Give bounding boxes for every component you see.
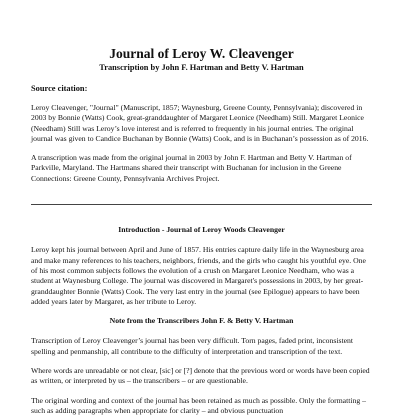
transcribers-note-heading: Note from the Transcribers John F. & Betty V. Hartman xyxy=(109,316,294,326)
source-paragraph: Leroy Cleavenger, "Journal" (Manuscript, 1857; Waynesburg, Greene County, Pennsylvania); discovered in 2003 by Bonnie (Watts) Cook, great-granddaughter of Margaret Leonice (Needham) Still. Margaret Leonice (Needham) Still was Leroy’s love interest and is referred to frequently in his journal entries. The original journal was given to Candice Buchanan by Bonnie (Watts) Cook, and is in Buchanan’s possession as of 2016. xyxy=(31,103,369,143)
introduction-heading: Introduction - Journal of Leroy Woods Cleavenger xyxy=(118,225,285,235)
introduction-paragraph: Leroy kept his journal between April and June of 1857. His entries capture daily life in the Waynesburg area and make many references to his teachers, neighbors, friends, and the girls who caught his youthful eye. One of his most common subjects follows the evolution of a crush on Margaret Leonice Needham, who was a student at Waynesburg College. The journal was discovered in Margaret's possessions in 2003, by her great-granddaughter Bonnie (Watts) Cook. The very last entry in the journal (see Epilogue) appears to have been added years later by Margaret, as her tribute to Leroy. xyxy=(31,245,366,306)
document-subtitle: Transcription by John F. Hartman and Betty V. Hartman xyxy=(99,63,304,72)
note-paragraph: The original wording and context of the journal has been retained as much as possible. Only the formatting – such as adding paragraphs when appropriate for clarity – and obvious punctuation xyxy=(31,395,366,415)
source-citation-label: Source citation: xyxy=(31,84,88,93)
section-divider xyxy=(31,204,372,205)
note-paragraph: Where words are unreadable or not clear, [sic] or [?] denote that the previous word or words have been copied as written, or interpreted by us – the transcribers – or are questionable. xyxy=(31,366,370,386)
note-paragraph: Transcription of Leroy Cleavenger’s journal has been very difficult. Torn pages, faded print, inconsistent spelling and penmanship, all contribute to the difficulty of interpretation and transcription of the text. xyxy=(31,336,353,356)
source-paragraph: A transcription was made from the original journal in 2003 by John F. Hartman and Betty V. Hartman of Parkville, Maryland. The Hartmans shared their transcript with Buchanan for inclusion in the Greene Connections: Greene County, Pennsylvania Archives Project. xyxy=(31,153,352,183)
document-title: Journal of Leroy W. Cleavenger xyxy=(109,46,294,61)
